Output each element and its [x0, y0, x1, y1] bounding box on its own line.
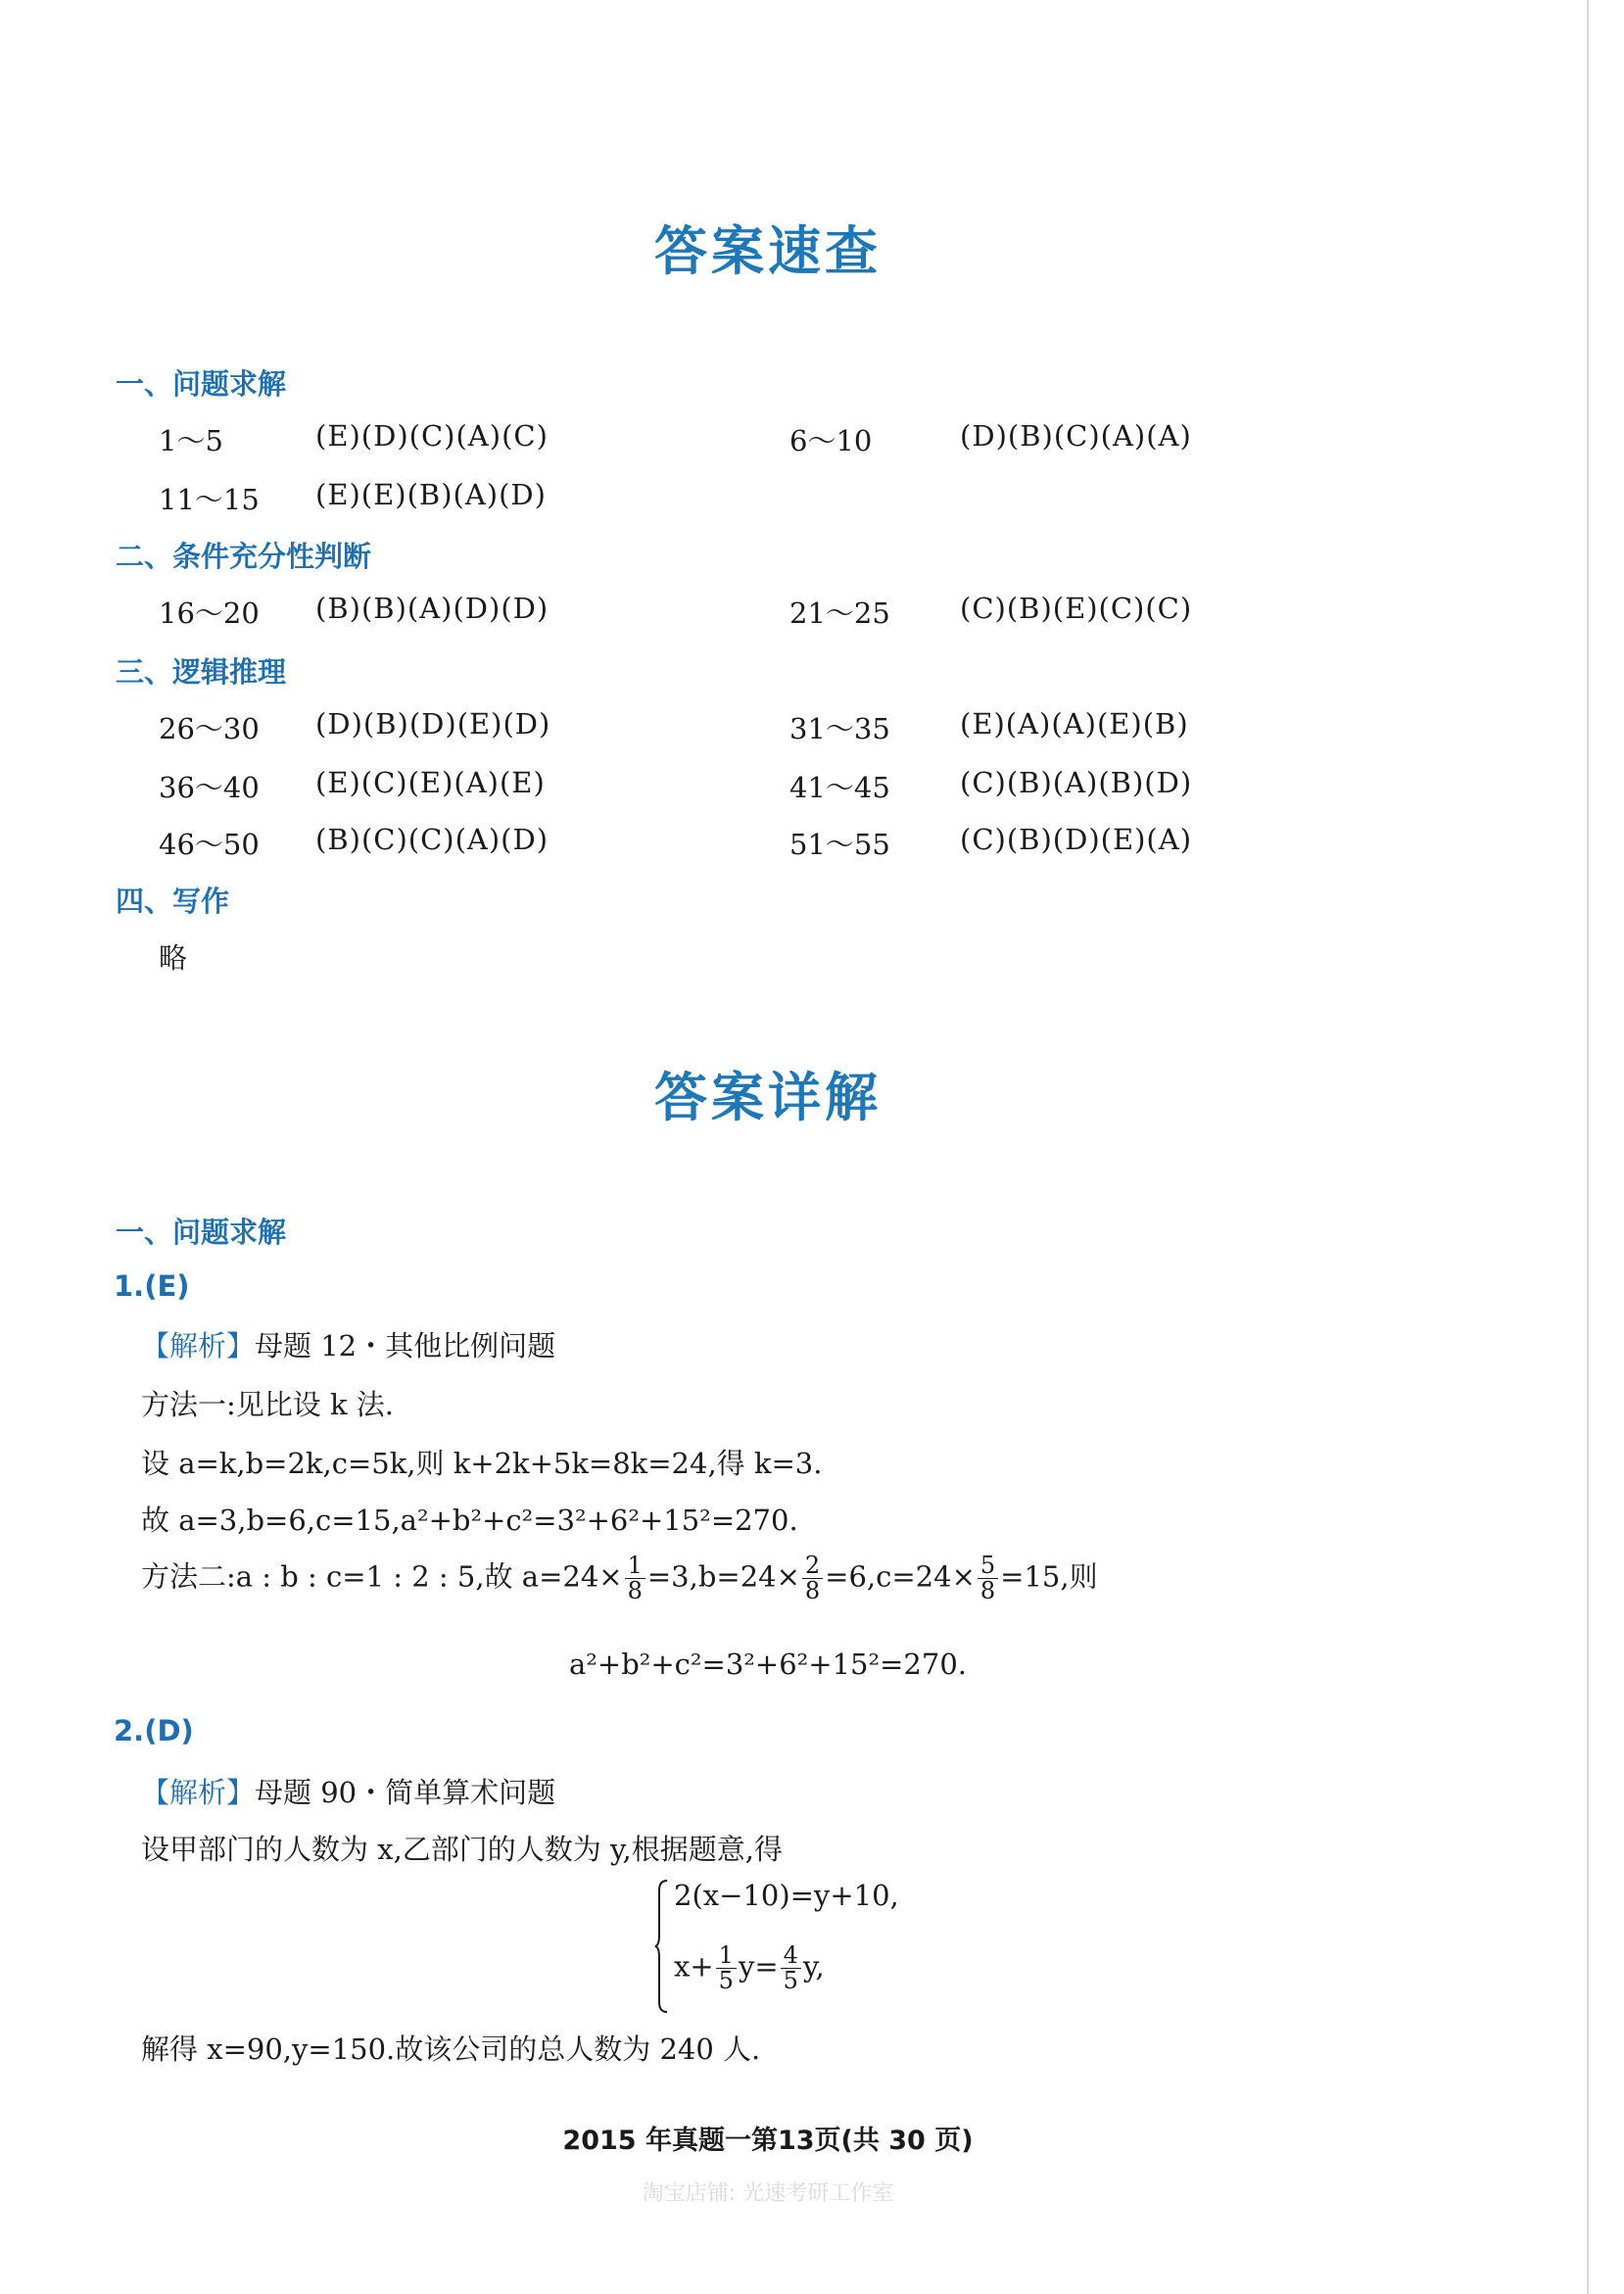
method-2-result-line: a²+b²+c²=3²+6²+15²=270. [568, 1648, 967, 1681]
equation-text: y, [802, 1949, 825, 1983]
left-brace-icon [654, 1879, 668, 2014]
answer-range: 11～15 [159, 483, 260, 516]
fraction-denominator: 5 [718, 1967, 734, 1995]
equation-text: y= [738, 1949, 779, 1983]
quick-answers-title: 答案速查 [654, 219, 882, 282]
fraction-denominator: 8 [979, 1577, 996, 1605]
fraction-denominator: 8 [627, 1577, 643, 1605]
analysis-source: 母题 90・简单算术问题 [255, 1776, 556, 1809]
section-heading-problem-solving: 一、问题求解 [116, 367, 287, 401]
section-heading-sufficiency: 二、条件充分性判断 [116, 540, 372, 573]
section-heading-problem-solving-detail: 一、问题求解 [116, 1216, 287, 1249]
question-1-label: 1.(E) [114, 1269, 190, 1303]
answer-set: (E)(E)(B)(A)(D) [315, 478, 547, 511]
question-2-setup-line: 设甲部门的人数为 x,乙部门的人数为 y,根据题意,得 [141, 1833, 783, 1866]
answer-range: 6～10 [789, 424, 873, 457]
equation-text: x+ [674, 1949, 714, 1983]
fraction-denominator: 5 [783, 1967, 798, 1995]
method-2-text: =15,则 [1000, 1559, 1098, 1594]
page-footer: 2015 年真题一第13页(共 30 页) [562, 2126, 974, 2156]
answer-range: 41～45 [789, 771, 890, 804]
detailed-answers-title: 答案详解 [654, 1066, 882, 1128]
fraction [625, 1553, 645, 1603]
question-2-solution-line: 解得 x=90,y=150.故该公司的总人数为 240 人. [141, 2032, 761, 2066]
analysis-source: 母题 12・其他比例问题 [255, 1329, 556, 1362]
answer-set: (C)(B)(A)(B)(D) [960, 766, 1193, 799]
fraction-numerator: 4 [781, 1943, 801, 1969]
method-1-result-line: 故 a=3,b=6,c=15,a²+b²+c²=3²+6²+15²=270. [141, 1504, 798, 1537]
equation-2 [674, 1943, 825, 1993]
fraction-numerator: 2 [802, 1553, 823, 1579]
question-2-label: 2.(D) [114, 1714, 194, 1747]
fraction [802, 1553, 823, 1603]
analysis-tag: 【解析】 [141, 1329, 256, 1362]
fraction-numerator: 5 [978, 1553, 998, 1579]
fraction [781, 1943, 801, 1993]
method-2-line [141, 1553, 1098, 1603]
method-2-text: =6,c=24× [825, 1559, 976, 1594]
fraction-numerator: 1 [716, 1943, 737, 1969]
page-edge-line [1587, 0, 1589, 2294]
answer-set: (D)(B)(C)(A)(A) [960, 419, 1192, 453]
analysis-tag: 【解析】 [141, 1776, 256, 1809]
fraction [716, 1943, 737, 1993]
answer-set: (C)(B)(D)(E)(A) [960, 823, 1193, 856]
answer-range: 16～20 [159, 597, 260, 630]
method-2-text: =3,b=24× [646, 1559, 800, 1594]
method-2-text: 方法二:a : b : c=1 : 2 : 5,故 a=24× [141, 1559, 623, 1594]
answer-range: 26～30 [159, 712, 260, 745]
answer-set: (D)(B)(D)(E)(D) [315, 707, 551, 741]
section-heading-logic: 三、逻辑推理 [116, 655, 287, 689]
answer-range: 36～40 [159, 771, 260, 804]
question-1-analysis-line [141, 1324, 555, 1364]
watermark: 淘宝店铺: 光速考研工作室 [642, 2181, 894, 2206]
answer-set: (E)(C)(E)(A)(E) [315, 766, 546, 799]
answer-set: (C)(B)(E)(C)(C) [960, 592, 1193, 625]
equation-1: 2(x−10)=y+10, [674, 1879, 899, 1912]
answer-range: 31～35 [789, 712, 890, 745]
answer-range: 46～50 [159, 828, 260, 861]
writing-note: 略 [159, 941, 188, 975]
fraction-denominator: 8 [804, 1577, 821, 1605]
section-heading-writing: 四、写作 [116, 884, 230, 918]
answer-range: 51～55 [789, 828, 890, 861]
answer-range: 1～5 [159, 424, 223, 457]
method-1-setup-line: 设 a=k,b=2k,c=5k,则 k+2k+5k=8k=24,得 k=3. [141, 1447, 823, 1480]
fraction-numerator: 1 [625, 1553, 645, 1579]
answer-range: 21～25 [789, 597, 890, 630]
fraction [978, 1553, 998, 1603]
answer-set: (E)(A)(A)(E)(B) [960, 707, 1189, 741]
answer-set: (B)(C)(C)(A)(D) [315, 823, 549, 856]
answer-set: (B)(B)(A)(D)(D) [315, 592, 549, 625]
answer-set: (E)(D)(C)(A)(C) [315, 419, 549, 453]
question-2-analysis-line [141, 1771, 555, 1811]
method-1-line: 方法一:见比设 k 法. [141, 1388, 394, 1421]
